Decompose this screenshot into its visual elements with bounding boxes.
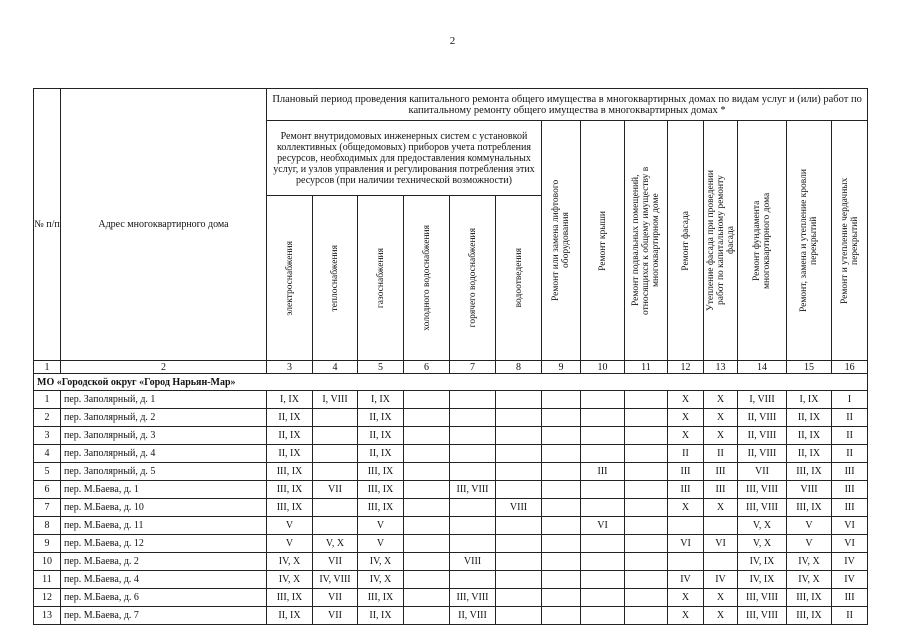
- column-numbers-row: [34, 361, 868, 374]
- header-lift: Ремонт или замена лифтового оборудования: [542, 121, 581, 361]
- period-cell: V: [267, 535, 313, 553]
- period-cell: II, IX: [267, 445, 313, 463]
- header-cold-water: холодного водоснабжения: [404, 196, 450, 361]
- column-number: 8: [496, 361, 542, 374]
- column-number: 5: [358, 361, 404, 374]
- period-cell: [542, 409, 581, 427]
- period-cell: [581, 589, 625, 607]
- period-cell: III, VIII: [738, 589, 787, 607]
- period-cell: [496, 517, 542, 535]
- period-cell: I, IX: [358, 391, 404, 409]
- period-cell: X: [704, 589, 738, 607]
- period-cell: IV, IX: [738, 553, 787, 571]
- page-number: 2: [449, 35, 456, 47]
- period-cell: IV: [704, 571, 738, 589]
- period-cell: VII: [313, 589, 358, 607]
- period-cell: [496, 445, 542, 463]
- period-cell: X: [668, 427, 704, 445]
- header-address: Адрес многоквартирного дома: [61, 89, 267, 361]
- period-cell: [625, 553, 668, 571]
- period-cell: [542, 589, 581, 607]
- period-cell: IV, IX: [738, 571, 787, 589]
- period-cell: III, IX: [787, 463, 832, 481]
- header-foundation: Ремонт фундамента многоквартирного дома: [738, 121, 787, 361]
- period-cell: [581, 427, 625, 445]
- period-cell: [404, 481, 450, 499]
- period-cell: IV: [668, 571, 704, 589]
- period-cell: [313, 517, 358, 535]
- period-cell: II: [668, 445, 704, 463]
- period-cell: [450, 427, 496, 445]
- column-number: 7: [450, 361, 496, 374]
- header-gas: газоснабжения: [358, 196, 404, 361]
- address-cell: пер. М.Баева, д. 1: [61, 481, 267, 499]
- period-cell: [625, 481, 668, 499]
- period-cell: [581, 571, 625, 589]
- period-cell: [625, 427, 668, 445]
- row-number: 3: [34, 427, 61, 445]
- period-cell: III: [832, 499, 868, 517]
- capital-repair-table: [33, 88, 868, 625]
- period-cell: [404, 517, 450, 535]
- period-cell: X: [704, 391, 738, 409]
- period-cell: VI: [704, 535, 738, 553]
- period-cell: IV, X: [787, 553, 832, 571]
- period-cell: [542, 391, 581, 409]
- column-number: 13: [704, 361, 738, 374]
- period-cell: III: [668, 463, 704, 481]
- header-hot-water: горячего водоснабжения: [450, 196, 496, 361]
- period-cell: X: [704, 499, 738, 517]
- period-cell: [313, 427, 358, 445]
- period-cell: [450, 391, 496, 409]
- period-cell: [450, 517, 496, 535]
- column-number: 4: [313, 361, 358, 374]
- period-cell: [668, 553, 704, 571]
- period-cell: [542, 427, 581, 445]
- header-roofing: Ремонт, замена и утепление кровли перекрытий: [787, 121, 832, 361]
- period-cell: VII: [313, 481, 358, 499]
- period-cell: [496, 391, 542, 409]
- header-sewage: водоотведения: [496, 196, 542, 361]
- header-basement: Ремонт подвальных помещений, относящихся к общему имуществу в многоквартирном доме: [625, 121, 668, 361]
- period-cell: II, VIII: [450, 607, 496, 625]
- table-body: [34, 391, 868, 625]
- period-cell: III, IX: [358, 481, 404, 499]
- table-row: [34, 391, 868, 409]
- row-number: 1: [34, 391, 61, 409]
- period-cell: II, IX: [358, 607, 404, 625]
- address-cell: пер. Заполярный, д. 3: [61, 427, 267, 445]
- period-cell: [542, 553, 581, 571]
- period-cell: V: [358, 517, 404, 535]
- period-cell: V, X: [738, 517, 787, 535]
- period-cell: V: [787, 535, 832, 553]
- period-cell: X: [668, 409, 704, 427]
- period-cell: [404, 589, 450, 607]
- period-cell: I, IX: [267, 391, 313, 409]
- table-row: [34, 409, 868, 427]
- row-number: 9: [34, 535, 61, 553]
- period-cell: III: [704, 481, 738, 499]
- period-cell: [542, 517, 581, 535]
- period-cell: [404, 445, 450, 463]
- period-cell: [581, 607, 625, 625]
- period-cell: IV, X: [267, 553, 313, 571]
- period-cell: [625, 535, 668, 553]
- period-cell: II, IX: [358, 445, 404, 463]
- period-cell: III, IX: [267, 499, 313, 517]
- address-cell: пер. М.Баева, д. 11: [61, 517, 267, 535]
- period-cell: [313, 445, 358, 463]
- period-cell: VII: [313, 607, 358, 625]
- column-number: 15: [787, 361, 832, 374]
- period-cell: [496, 427, 542, 445]
- period-cell: [404, 499, 450, 517]
- period-cell: III, IX: [358, 589, 404, 607]
- column-number: 6: [404, 361, 450, 374]
- period-cell: IV: [832, 553, 868, 571]
- table-row: [34, 445, 868, 463]
- period-cell: [450, 499, 496, 517]
- period-cell: [581, 499, 625, 517]
- period-cell: [625, 589, 668, 607]
- table-row: [34, 571, 868, 589]
- address-cell: пер. М.Баева, д. 12: [61, 535, 267, 553]
- period-cell: V, X: [313, 535, 358, 553]
- period-cell: [542, 571, 581, 589]
- period-cell: [404, 463, 450, 481]
- period-cell: IV, X: [358, 553, 404, 571]
- period-cell: VIII: [496, 499, 542, 517]
- table-row: [34, 517, 868, 535]
- period-cell: [542, 445, 581, 463]
- header-engineering: Ремонт внутридомовых инженерных систем с установкой коллективных (общедомовых) приборов учета потребления ресурсов, необходимых для предоставления коммунальных услуг, и узлов управления и регулирования потребления этих ресурсов (при наличии технической возможности): [267, 121, 542, 196]
- period-cell: II, IX: [267, 409, 313, 427]
- period-cell: II, IX: [358, 427, 404, 445]
- period-cell: VIII: [787, 481, 832, 499]
- period-cell: [404, 607, 450, 625]
- period-cell: [704, 553, 738, 571]
- period-cell: V: [358, 535, 404, 553]
- period-cell: [404, 391, 450, 409]
- period-cell: [542, 481, 581, 499]
- period-cell: II: [704, 445, 738, 463]
- row-number: 13: [34, 607, 61, 625]
- column-number: 10: [581, 361, 625, 374]
- table-row: [34, 499, 868, 517]
- row-number: 12: [34, 589, 61, 607]
- column-number: 1: [34, 361, 61, 374]
- address-cell: пер. Заполярный, д. 4: [61, 445, 267, 463]
- period-cell: II: [832, 427, 868, 445]
- period-cell: III, VIII: [738, 481, 787, 499]
- row-number: 7: [34, 499, 61, 517]
- period-cell: I: [832, 391, 868, 409]
- period-cell: VII: [313, 553, 358, 571]
- address-cell: пер. Заполярный, д. 5: [61, 463, 267, 481]
- address-cell: пер. Заполярный, д. 2: [61, 409, 267, 427]
- period-cell: V: [267, 517, 313, 535]
- period-cell: III: [832, 589, 868, 607]
- period-cell: III, IX: [267, 481, 313, 499]
- header-facade: Ремонт фасада: [668, 121, 704, 361]
- header-attic: Ремонт и утепление чердачных перекрытий: [832, 121, 868, 361]
- header-period: Плановый период проведения капитального ремонта общего имущества в многоквартирных домах по видам услуг и (или) работ по капитальному ремонту общего имущества в многоквартирных домах *: [267, 89, 868, 121]
- period-cell: IV, X: [787, 571, 832, 589]
- period-cell: [581, 481, 625, 499]
- period-cell: [625, 571, 668, 589]
- header-num: № п/п: [34, 89, 61, 361]
- period-cell: [404, 427, 450, 445]
- period-cell: [404, 571, 450, 589]
- period-cell: X: [668, 607, 704, 625]
- period-cell: III, IX: [787, 499, 832, 517]
- row-number: 4: [34, 445, 61, 463]
- period-cell: III, IX: [358, 499, 404, 517]
- period-cell: [404, 535, 450, 553]
- period-cell: III, IX: [267, 589, 313, 607]
- header-facade-insulation: Утепление фасада при проведении работ по капитальному ремонту фасада: [704, 121, 738, 361]
- period-cell: III: [581, 463, 625, 481]
- period-cell: VI: [832, 535, 868, 553]
- period-cell: II, IX: [267, 427, 313, 445]
- period-cell: [581, 553, 625, 571]
- address-cell: пер. М.Баева, д. 10: [61, 499, 267, 517]
- period-cell: VI: [581, 517, 625, 535]
- column-number: 16: [832, 361, 868, 374]
- period-cell: II, VIII: [738, 445, 787, 463]
- period-cell: I, VIII: [738, 391, 787, 409]
- period-cell: II: [832, 409, 868, 427]
- period-cell: [581, 535, 625, 553]
- period-cell: IV, VIII: [313, 571, 358, 589]
- row-number: 11: [34, 571, 61, 589]
- table-row: [34, 553, 868, 571]
- column-number: 9: [542, 361, 581, 374]
- header-heating: теплоснабжения: [313, 196, 358, 361]
- period-cell: [625, 391, 668, 409]
- period-cell: [313, 409, 358, 427]
- period-cell: III, IX: [787, 607, 832, 625]
- period-cell: [450, 463, 496, 481]
- period-cell: X: [668, 499, 704, 517]
- period-cell: [496, 571, 542, 589]
- period-cell: [625, 463, 668, 481]
- column-number: 3: [267, 361, 313, 374]
- table-row: [34, 463, 868, 481]
- period-cell: [625, 517, 668, 535]
- row-number: 5: [34, 463, 61, 481]
- period-cell: IV, X: [267, 571, 313, 589]
- period-cell: [496, 481, 542, 499]
- column-number: 14: [738, 361, 787, 374]
- period-cell: III, IX: [267, 463, 313, 481]
- period-cell: X: [668, 391, 704, 409]
- period-cell: [542, 535, 581, 553]
- period-cell: IV: [832, 571, 868, 589]
- period-cell: [625, 409, 668, 427]
- column-number: 11: [625, 361, 668, 374]
- section-title: МО «Городской округ «Город Нарьян-Мар»: [34, 374, 868, 391]
- address-cell: пер. Заполярный, д. 1: [61, 391, 267, 409]
- period-cell: VI: [668, 535, 704, 553]
- address-cell: пер. М.Баева, д. 4: [61, 571, 267, 589]
- table-row: [34, 427, 868, 445]
- period-cell: [625, 607, 668, 625]
- period-cell: [704, 517, 738, 535]
- period-cell: II: [832, 445, 868, 463]
- table-row: [34, 535, 868, 553]
- period-cell: [404, 553, 450, 571]
- period-cell: III: [704, 463, 738, 481]
- period-cell: VI: [832, 517, 868, 535]
- period-cell: [496, 607, 542, 625]
- column-number: 2: [61, 361, 267, 374]
- period-cell: III, IX: [358, 463, 404, 481]
- period-cell: [450, 535, 496, 553]
- header-roof: Ремонт крыши: [581, 121, 625, 361]
- period-cell: [625, 499, 668, 517]
- table-row: [34, 607, 868, 625]
- period-cell: X: [668, 589, 704, 607]
- period-cell: [450, 445, 496, 463]
- period-cell: III: [668, 481, 704, 499]
- period-cell: II, VIII: [738, 409, 787, 427]
- period-cell: [668, 517, 704, 535]
- period-cell: [496, 409, 542, 427]
- period-cell: X: [704, 409, 738, 427]
- row-number: 8: [34, 517, 61, 535]
- period-cell: VII: [738, 463, 787, 481]
- row-number: 6: [34, 481, 61, 499]
- address-cell: пер. М.Баева, д. 6: [61, 589, 267, 607]
- period-cell: [496, 463, 542, 481]
- period-cell: [496, 589, 542, 607]
- period-cell: I, IX: [787, 391, 832, 409]
- period-cell: V: [787, 517, 832, 535]
- period-cell: II, IX: [358, 409, 404, 427]
- period-cell: III, IX: [787, 589, 832, 607]
- period-cell: [581, 391, 625, 409]
- period-cell: II, IX: [267, 607, 313, 625]
- period-cell: III: [832, 463, 868, 481]
- address-cell: пер. М.Баева, д. 7: [61, 607, 267, 625]
- period-cell: [581, 445, 625, 463]
- period-cell: IV, X: [358, 571, 404, 589]
- period-cell: [542, 607, 581, 625]
- period-cell: [496, 553, 542, 571]
- period-cell: [313, 499, 358, 517]
- period-cell: II, IX: [787, 445, 832, 463]
- period-cell: III, VIII: [738, 499, 787, 517]
- period-cell: [450, 409, 496, 427]
- period-cell: [542, 463, 581, 481]
- period-cell: II, IX: [787, 427, 832, 445]
- period-cell: [625, 445, 668, 463]
- address-cell: пер. М.Баева, д. 2: [61, 553, 267, 571]
- period-cell: X: [704, 607, 738, 625]
- period-cell: II: [832, 607, 868, 625]
- column-number: 12: [668, 361, 704, 374]
- table-row: [34, 481, 868, 499]
- row-number: 2: [34, 409, 61, 427]
- period-cell: III: [832, 481, 868, 499]
- period-cell: III, VIII: [450, 589, 496, 607]
- period-cell: V, X: [738, 535, 787, 553]
- period-cell: X: [704, 427, 738, 445]
- period-cell: III, VIII: [450, 481, 496, 499]
- period-cell: VIII: [450, 553, 496, 571]
- period-cell: II, IX: [787, 409, 832, 427]
- row-number: 10: [34, 553, 61, 571]
- header-electric: электроснабжения: [267, 196, 313, 361]
- period-cell: [313, 463, 358, 481]
- period-cell: [581, 409, 625, 427]
- period-cell: [496, 535, 542, 553]
- period-cell: II, VIII: [738, 427, 787, 445]
- period-cell: [542, 499, 581, 517]
- table-row: [34, 589, 868, 607]
- period-cell: I, VIII: [313, 391, 358, 409]
- period-cell: [404, 409, 450, 427]
- period-cell: III, VIII: [738, 607, 787, 625]
- period-cell: [450, 571, 496, 589]
